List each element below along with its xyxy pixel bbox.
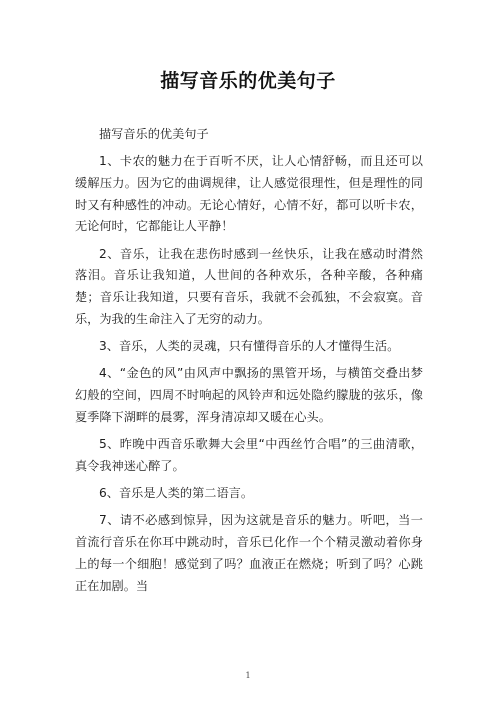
- paragraph-6: 6、音乐是人类的第二语言。: [99, 486, 254, 501]
- paragraph-4: 4、“金色的风”由风声中飘扬的黑管开场，与横笛交叠出梦幻般的空间，四周不时响起的风铃声和远处隐约朦胧的弦乐，像夏季降下湖畔的晨雾，浑身清凉却又暖在心头。: [75, 366, 423, 424]
- paragraph-3: 3、音乐，人类的灵魂，只有懂得音乐的人才懂得生活。: [99, 339, 400, 354]
- document-subtitle: 描写音乐的优美句子: [99, 127, 209, 141]
- paragraph-7: 7、请不必感到惊异，因为这就是音乐的魅力。听吧，当一首流行音乐在你耳中跳动时，音乐已化作一个个精灵激动着你身上的每一个细胞！感觉到了吗？血液正在燃烧；听到了吗？心跳正在加剧。当: [75, 513, 423, 593]
- page-number: 1: [245, 671, 251, 680]
- document-title: 描写音乐的优美句子: [160, 70, 336, 92]
- paragraph-5: 5、昨晚中西音乐歌舞大会里“中西丝竹合唱”的三曲清歌，真令我神迷心醉了。: [75, 437, 423, 473]
- paragraph-1: 1、卡农的魅力在于百听不厌，让人心情舒畅，而且还可以缓解压力。因为它的曲调规律，让人感觉很理性，但是理性的同时又有种感性的冲动。无论心情好，心情不好，都可以听卡农，无论何时，它都能让人平静！: [75, 154, 423, 234]
- paragraph-2: 2、音乐，让我在悲伤时感到一丝快乐，让我在感动时潸然落泪。音乐让我知道，人世间的各种欢乐，各种辛酸，各种痛楚；音乐让我知道，只要有音乐，我就不会孤独，不会寂寞。音乐，为我的生命注入了无穷的动力。: [75, 246, 423, 326]
- document-body: [75, 124, 423, 603]
